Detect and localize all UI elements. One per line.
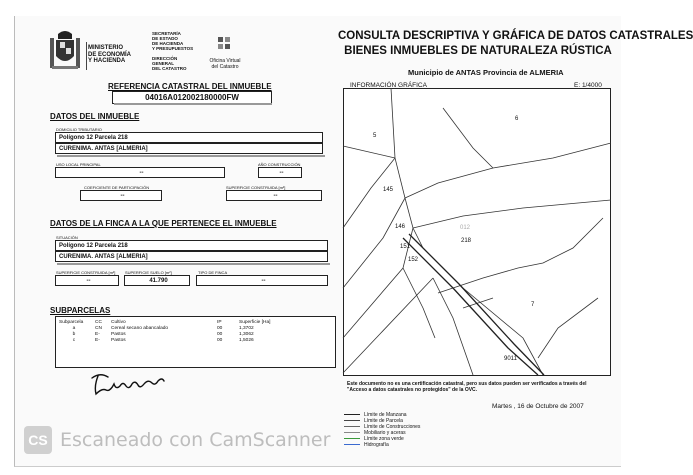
domicilio-label: DOMICILIO TRIBUTARIO xyxy=(56,127,102,132)
map-label: 7 xyxy=(531,302,535,308)
oficina-virtual xyxy=(205,58,245,70)
table-cell: a xyxy=(72,326,76,331)
table-cell: 00 xyxy=(217,332,223,337)
uso-value: -- xyxy=(55,167,225,178)
col-header: Subparcela xyxy=(59,320,84,325)
right-title-line2: BIENES INMUEBLES DE NATURALEZA RÚSTICA xyxy=(344,45,612,57)
municipio: Municipio de ANTAS Provincia de ALMERIA xyxy=(408,68,564,77)
sup-suelo-value: 41.790 xyxy=(124,275,190,286)
dir-line: GENERAL xyxy=(152,61,175,66)
table-cell: Cereal secano abancalado xyxy=(111,326,169,331)
situacion-line2: CURENIMA. ANTAS [ALMERIA] xyxy=(55,251,328,262)
disclaimer xyxy=(347,381,587,393)
sup-value: -- xyxy=(226,190,322,201)
anio-label: AÑO CONSTRUCCIÓN xyxy=(258,162,301,167)
table-cell: 1,3062 xyxy=(239,332,254,337)
table-cell: b xyxy=(72,332,76,337)
shadow-bar xyxy=(57,263,330,265)
ref-value: 04016A012002180000FW xyxy=(112,91,272,104)
col-header: CC xyxy=(95,320,102,325)
subparcelas-header: SUBPARCELAS xyxy=(50,306,111,315)
table-cell: c xyxy=(72,338,76,343)
sup-suelo-label: SUPERFICIE SUELO [m²] xyxy=(125,270,172,275)
anio-value: -- xyxy=(258,167,302,178)
table-cell: Pastos xyxy=(111,332,126,337)
map-label: 6 xyxy=(515,116,519,122)
sup-cons-value: -- xyxy=(55,275,119,286)
sec-line: DE HACIENDA xyxy=(152,41,184,46)
legend-label: Hidrografía xyxy=(364,442,389,448)
sup-cons-label: SUPERFICIE CONSTRUIDA [m²] xyxy=(56,270,116,275)
legend-label: Límite de Construcciones xyxy=(364,424,421,430)
map-label: 9011 xyxy=(504,356,517,362)
ref-label: REFERENCIA CATASTRAL DEL INMUEBLE xyxy=(108,82,272,91)
date-text: Martes , 16 de Octubre de 2007 xyxy=(492,403,584,410)
table-cell: 00 xyxy=(217,338,223,343)
table-cell: Pastos xyxy=(111,338,126,343)
map-label: 145 xyxy=(383,187,394,193)
sec-line: SECRETARÍA xyxy=(152,31,181,36)
legend-line-icon xyxy=(344,438,360,439)
legend-label: Límite zona verde xyxy=(364,436,404,442)
table-cell: 1,3702 xyxy=(239,326,254,331)
coat-of-arms-icon xyxy=(48,30,82,72)
subparcelas-box xyxy=(55,316,336,368)
table-cell: E- xyxy=(95,332,100,337)
map-label: 5 xyxy=(373,133,377,139)
legend-line-icon xyxy=(344,420,360,421)
map-label: 151 xyxy=(400,244,411,250)
disclaimer-line: Este documento no es una certificación catastral, pero sus datos pueden ser verificados a través del xyxy=(347,381,587,387)
camscanner-logo-icon: CS xyxy=(24,426,52,454)
info-grafica-label: INFORMACIÓN GRÁFICA xyxy=(350,82,427,89)
coef-label: COEFICIENTE DE PARTICIPACIÓN xyxy=(84,185,150,190)
secretaria-text xyxy=(152,31,193,51)
col-header: Superficie [Ha] xyxy=(239,320,271,325)
legend-line-icon xyxy=(344,426,360,427)
table-cell: E- xyxy=(95,338,100,343)
shadow-bar xyxy=(114,103,272,105)
table-row xyxy=(56,338,273,344)
table-cell: 1,5026 xyxy=(239,338,254,343)
tipo-value: -- xyxy=(196,275,328,286)
sup-label: SUPERFICIE CONSTRUIDA [m²] xyxy=(226,185,286,190)
disclaimer-line: "Acceso a datos catastrales no protegidos" de la OVC. xyxy=(347,387,478,393)
uso-label: USO LOCAL PRINCIPAL xyxy=(56,162,101,167)
table-cell: 00 xyxy=(217,326,223,331)
shadow-bar xyxy=(57,155,325,157)
legend-line-icon xyxy=(344,444,360,445)
dir-line: DIRECCIÓN xyxy=(152,56,178,61)
catastro-logo-icon xyxy=(217,36,233,54)
right-title-line1: CONSULTA DESCRIPTIVA Y GRÁFICA DE DATOS CATASTRALES xyxy=(338,30,693,42)
legend-label: Mobiliario y aceras xyxy=(364,430,406,436)
map-label: 218 xyxy=(461,238,472,244)
map-frame xyxy=(344,89,611,376)
legend-line-icon xyxy=(344,414,360,415)
datos-finca-header: DATOS DE LA FINCA A LA QUE PERTENECE EL INMUEBLE xyxy=(50,219,277,228)
camscanner-text: Escaneado con CamScanner xyxy=(60,429,331,451)
cadastral-map xyxy=(343,88,611,376)
oficina-line: del Catastro xyxy=(211,64,239,70)
subparcelas-table xyxy=(56,320,273,344)
domicilio-line2: CURENIMA. ANTAS [ALMERIA] xyxy=(55,143,323,154)
map-label: 146 xyxy=(395,224,406,230)
col-header: IP xyxy=(217,320,222,325)
domicilio-line1: Polígono 12 Parcela 218 xyxy=(55,132,323,143)
camscanner-watermark xyxy=(24,426,330,454)
table-cell: CN xyxy=(95,326,102,331)
ministry-line: DE ECONOMÍA xyxy=(88,51,132,58)
legend-line-icon xyxy=(344,432,360,433)
map-label: 152 xyxy=(408,257,419,263)
situacion-line1: Polígono 12 Parcela 218 xyxy=(55,240,328,251)
legend-label: Límite de Manzana xyxy=(364,412,407,418)
ministry-line: MINISTERIO xyxy=(88,45,124,51)
map-label: 012 xyxy=(460,225,471,231)
sec-line: DE ESTADO xyxy=(152,36,178,41)
divider xyxy=(86,42,87,70)
direccion-text xyxy=(152,56,187,71)
ministry-line: Y HACIENDA xyxy=(88,58,126,64)
oficina-line: Oficina Virtual xyxy=(209,58,241,64)
tipo-label: TIPO DE FINCA xyxy=(198,270,228,275)
dir-line: DEL CATASTRO xyxy=(152,66,187,71)
coef-value: -- xyxy=(80,190,162,201)
datos-inmueble-header: DATOS DEL INMUEBLE xyxy=(50,112,140,121)
legend-label: Límite de Parcela xyxy=(364,418,403,424)
situacion-label: SITUACIÓN xyxy=(56,235,78,240)
ministry-name xyxy=(88,45,131,65)
legend-item xyxy=(344,442,389,448)
handwritten-signature xyxy=(88,370,172,398)
col-header: Cultivo xyxy=(111,320,126,325)
sec-line: Y PRESUPUESTOS xyxy=(152,46,194,51)
scale-label: E: 1/4000 xyxy=(574,82,602,89)
